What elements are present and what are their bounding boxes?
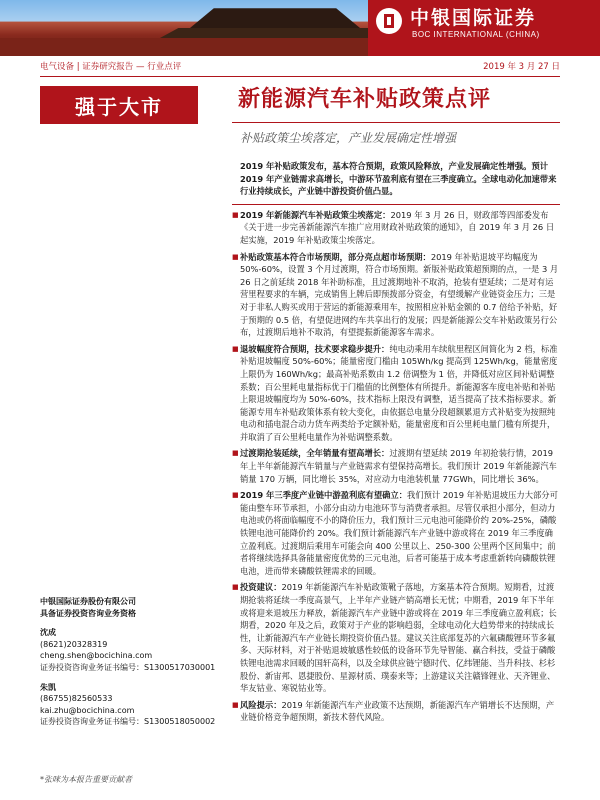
bullet-icon: ■ [232,700,239,709]
brand-name-cn: 中银国际证券 [410,7,537,29]
summary-divider [232,204,560,205]
analyst-name: 沈成 [40,628,56,638]
analyst-phone: (86755)82560533 [40,694,113,704]
key-point [232,251,560,339]
analyst-license: 证券投资咨询业务证书编号：S1300517030001 [40,662,216,672]
building-eaves [160,28,390,38]
bullet-icon: ■ [232,210,239,219]
contributor-note: *张咪为本报告重要贡献者 [40,774,132,784]
bullet-icon: ■ [232,344,239,353]
report-date: 2019 年 3 月 27 日 [483,62,560,72]
sidebar-info [40,596,220,786]
key-point-heading: 2019 年新能源汽车补贴政策尘埃落定： [240,209,391,220]
bullet-icon: ■ [232,491,239,500]
key-point-text: 过渡期有望延续 2019 年初抢装行情，2019 年上半年新能源汽车销量与产业链需求有望保持高增长。我们预计 2019 年新能源汽车销量 170 万辆，同比增长 35%，对应动力电池装机量 77GWh，同比增长 36%。 [240,448,557,484]
report-title: 新能源汽车补贴政策点评 [238,87,492,112]
bullet-icon: ■ [232,252,239,261]
rating-badge: 强于大市 [40,86,198,124]
key-point-heading: 退坡幅度符合预期，技术要求稳步提升： [240,343,390,354]
key-point-text: 2019 年新能源汽车补贴政策靴子落地，方案基本符合预期。短期看，过渡期抢装将延续一季度高景气，上半年产业链产销高增长无忧；中期看，2019 年下半年或将迎来退坡压力释放，新能源汽车产业链中游或将在 2019 年三季度确立盈利底；长期看，2020 年及之后，政策对于产业的影响趋弱，全球电动化大趋势带来的持续成长性，让新能源汽车产业链长期投资价值凸显。建议关注底部复苏的六氟磷酸锂环节多氟多、天际材料，对于补贴退坡敏感性较低的设备环节先导智能、赢合科技，受益于磷酸铁锂电池需求回暖的国轩高科，以及全球供应链宁德时代、亿纬锂能、当升科技、杉杉股份、新宙邦、恩捷股份、星源材质、璞泰来等；上游建议关注赣锋锂业、天齐锂业、华友钴业、寒锐钴业等。 [240,582,557,694]
key-point-text: 2019 年 3 月 26 日，财政部等四部委发布《关于进一步完善新能源汽车推广应用财政补贴政策的通知》，自 2019 年 3 月 26 日起实施，2019 年补贴政策尘埃落定。 [240,209,555,245]
key-point-heading: 风险提示： [240,699,282,710]
key-point-text: 我们预计 2019 年补贴退坡压力大部分可能由整车环节承担，小部分由动力电池环节与消费者承担。尽管仅承担小部分，但动力电池或仍将面临幅度不小的降价压力，我们预计三元电池可能降价约 20%-25%，磷酸铁锂电池可能降价约 20%。我们预计新能源汽车产业链中游或将在 2019 年三季度确立盈利底。过渡期后乘用车可能会向 400 公里以上、250-300 公里两个区间集中；前者将继续选择具备能量密度优势的三元电池，后者可能基于成本考虑重新转向磷酸铁锂电池，进而带来磷酸铁锂需求的回暖。 [240,490,558,576]
key-point-heading: 2019 年三季度产业链中游盈利底有望确立： [240,490,408,501]
key-point-text: 2019 年新能源汽车产业政策不达预期，新能源汽车产销增长不达预期，产业链价格竞争超预期，新技术替代风险。 [240,699,555,723]
industry-category: 电气设备 [40,62,75,72]
brand-name-en: BOC INTERNATIONAL (CHINA) [412,30,540,39]
analyst-email: kai.zhu@bocichina.com [40,705,135,715]
key-point [232,447,560,485]
title-divider [232,122,560,123]
key-point [232,209,560,247]
key-point [232,489,560,577]
report-body [232,160,560,724]
divider [40,76,560,77]
brand-logo [368,0,600,56]
bullet-icon: ■ [232,583,239,592]
header-banner [0,0,600,56]
key-point [232,699,560,724]
bank-logo-icon [376,8,402,34]
report-subtitle: 补贴政策尘埃落定，产业发展确定性增强 [240,131,457,145]
org-name: 中银国际证券股份有限公司 [40,597,136,606]
analyst-name: 朱凯 [40,682,56,692]
key-point-heading: 投资建议： [240,582,282,593]
key-points [232,209,560,724]
key-point-heading: 补贴政策基本符合市场预期，部分亮点超市场预期： [240,251,431,262]
key-point [232,343,560,444]
key-point-text: 纯电动乘用车续航里程区间简化为 2 档，标准补贴退坡幅度 50%-60%；能量密度门槛由 105Wh/kg 提高到 125Wh/kg，能量密度上限仍为 160Wh/kg；最高补贴系数由 1.2 倍调整为 1 倍，并降低对应区间补贴调整系数；百公里耗电量指标优于门槛值的比例整体有所提升。新能源客车度电补贴和补贴上限退坡幅度均为 50%-60%，技术指标上限没有调整，适当提高了技术指标要求。新能源专用车补贴政策体系有较大变化，由依据总电量分段超额累退方式补贴变为按照纯电动和插电混合动力货车两类给予定额补贴，能量密度和百公里耗电量门槛有所提升，并取消了百公里耗电量作为补贴调整系数。 [240,343,558,442]
analyst-email: cheng.shen@bocichina.com [40,651,153,661]
key-point-heading: 过渡期抢装延续，全年销量有望高增长： [240,448,390,459]
analyst-license: 证券投资咨询业务证书编号：S1300518050002 [40,717,216,727]
key-point [232,581,560,694]
report-meta: 电气设备 | 证券研究报告 — 行业点评 2019 年 3 月 27 日 [40,62,560,72]
report-type: 证券研究报告 [82,62,134,72]
bullet-icon: ■ [232,449,239,458]
key-point-text: 2019 年补贴退坡平均幅度为 50%-60%，设置 3 个月过渡期，符合市场预期。新版补贴政策超预期的点，一是 3 月 26 日之前延续 2018 年补助标准，且过渡期地补不取消，抢装有望延续；二是对有运营里程要求的车辆，完成销售上牌后即预拨部分资金，有望缓解产业链资金压力；三是对于非私人购买或用于营运的新能源乘用车，按照相应补贴金额的 0.7 倍给予补贴，好于预期的 0.5 倍，有望促进网约车共享出行的发展；四是新能源公交车补贴政策另行公布，过渡期后地补不取消，有望提振新能源客车需求。 [240,251,559,338]
report-section: — 行业点评 [136,62,182,72]
building-roof [190,6,360,28]
summary: 2019 年补贴政策发布，基本符合预期，政策风险释放，产业发展确定性增强。预计 2019 年产业链需求高增长，中游环节盈利底有望在三季度确立。全球电动化加速带来行业持续成长，产业链中游投资价值凸显。 [240,161,557,197]
analyst-phone: (8621)20328319 [40,639,108,649]
org-qualification: 具备证券投资咨询业务资格 [40,608,136,618]
